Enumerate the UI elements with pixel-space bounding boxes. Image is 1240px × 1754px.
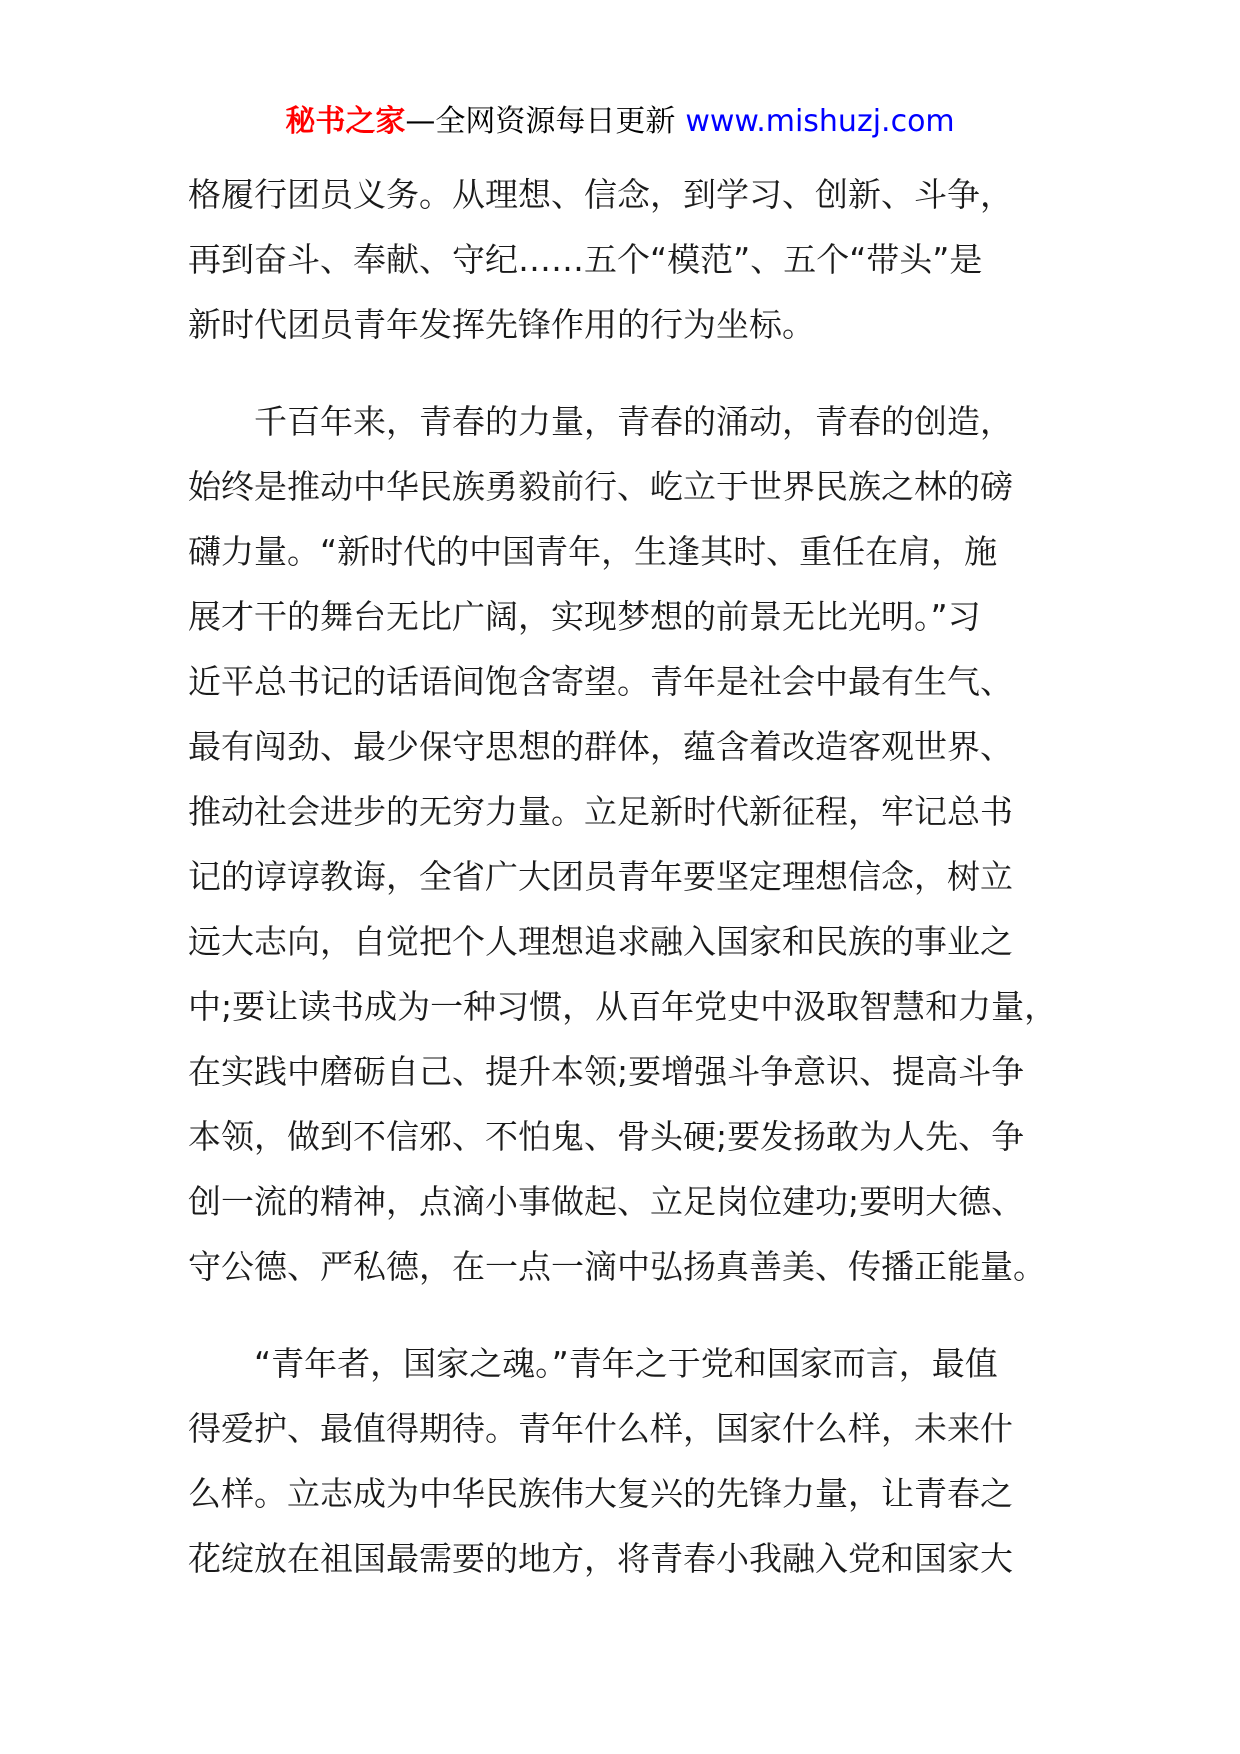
text-line: 格履行团员义务。从理想、信念，到学习、创新、斗争， (188, 175, 1013, 214)
paragraph-2 (188, 389, 1068, 1299)
text-line: 花绽放在祖国最需要的地方，将青春小我融入党和国家大 (188, 1539, 1013, 1578)
text-line: 在实践中磨砺自己、提升本领;要增强斗争意识、提高斗争 (188, 1052, 1025, 1091)
text-line: 再到奋斗、奉献、守纪……五个“模范”、五个“带头”是 (188, 240, 983, 279)
text-line: 最有闯劲、最少保守思想的群体，蕴含着改造客观世界、 (188, 727, 1013, 766)
text-line: 新时代团员青年发挥先锋作用的行为坐标。 (188, 305, 815, 344)
brand-name: 秘书之家 (285, 104, 406, 139)
article-body (188, 162, 1068, 1591)
text-line: 么样。立志成为中华民族伟大复兴的先锋力量，让青春之 (188, 1474, 1013, 1513)
text-line: 礴力量。“新时代的中国青年，生逢其时、重任在肩，施 (188, 532, 998, 571)
text-line: 本领，做到不信邪、不怕鬼、骨头硬;要发扬敢为人先、争 (188, 1117, 1025, 1156)
text-line: 远大志向，自觉把个人理想追求融入国家和民族的事业之 (188, 922, 1013, 961)
text-line: 创一流的精神，点滴小事做起、立足岗位建功;要明大德、 (188, 1182, 1025, 1221)
text-line: 得爱护、最值得期待。青年什么样，国家什么样，未来什 (188, 1409, 1013, 1448)
paragraph-3 (188, 1331, 1068, 1591)
text-line: 展才干的舞台无比广阔，实现梦想的前景无比光明。”习 (188, 597, 981, 636)
text-line: 中;要让读书成为一种习惯，从百年党史中汲取智慧和力量， (188, 987, 1058, 1026)
paragraph-1 (188, 162, 1068, 357)
text-line: 千百年来，青春的力量，青春的涌动，青春的创造， (254, 402, 1013, 441)
text-line: 近平总书记的话语间饱含寄望。青年是社会中最有生气、 (188, 662, 1013, 701)
header-tagline: —全网资源每日更新 (405, 104, 676, 139)
text-line: 守公德、严私德，在一点一滴中弘扬真善美、传播正能量。 (188, 1247, 1046, 1286)
text-line: 推动社会进步的无穷力量。立足新时代新征程，牢记总书 (188, 792, 1013, 831)
website-link[interactable]: www.mishuzj.com (685, 104, 955, 139)
text-line: 记的谆谆教诲，全省广大团员青年要坚定理想信念，树立 (188, 857, 1013, 896)
page-header (0, 100, 1240, 144)
text-line: 始终是推动中华民族勇毅前行、屹立于世界民族之林的磅 (188, 467, 1013, 506)
text-line: “青年者，国家之魂。”青年之于党和国家而言，最值 (254, 1344, 998, 1383)
